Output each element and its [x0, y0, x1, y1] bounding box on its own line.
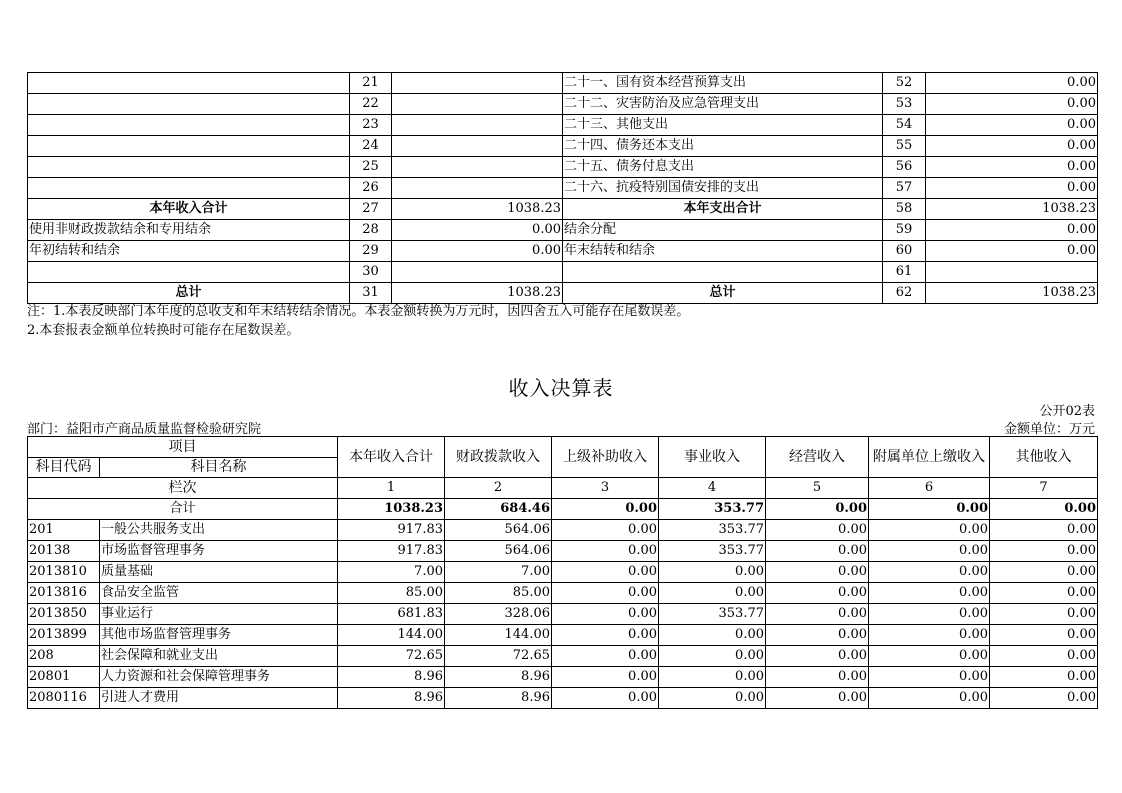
expenditure-item-label: 二十四、债务还本支出 [563, 136, 883, 157]
expenditure-line-number: 53 [883, 94, 926, 115]
expenditure-amount: 0.00 [926, 136, 1098, 157]
subject-code: 2080116 [28, 688, 100, 709]
table-row [28, 541, 1098, 562]
amount-cell: 0.00 [869, 520, 990, 541]
income-line-number: 28 [350, 220, 392, 241]
amount-cell: 0.00 [869, 541, 990, 562]
col-header-1: 本年收入合计 [338, 437, 445, 478]
amount-cell: 0.00 [659, 625, 766, 646]
amount-cell: 0.00 [990, 688, 1098, 709]
expenditure-amount: 1038.23 [926, 199, 1098, 220]
table-row [28, 688, 1098, 709]
subject-code: 2013850 [28, 604, 100, 625]
table-row [28, 262, 1098, 283]
item-header: 项目 [28, 437, 338, 458]
total-row-label: 合计 [28, 499, 338, 520]
table-row [28, 241, 1098, 262]
table-row [28, 73, 1098, 94]
col-header-3: 上级补助收入 [552, 437, 659, 478]
col-number-5: 5 [766, 478, 869, 499]
expenditure-amount: 0.00 [926, 178, 1098, 199]
income-item-label: 总计 [28, 283, 350, 304]
income-expenditure-summary-table [27, 72, 1098, 304]
expenditure-line-number: 59 [883, 220, 926, 241]
table-row [28, 94, 1098, 115]
expenditure-amount: 0.00 [926, 241, 1098, 262]
table-row [28, 157, 1098, 178]
subject-code: 2013816 [28, 583, 100, 604]
amount-cell: 0.00 [990, 520, 1098, 541]
income-line-number: 31 [350, 283, 392, 304]
total-value: 353.77 [659, 499, 766, 520]
amount-cell: 72.65 [338, 646, 445, 667]
amount-unit-label: 金额单位：万元 [1003, 422, 1095, 437]
income-line-number: 22 [350, 94, 392, 115]
expenditure-amount: 0.00 [926, 115, 1098, 136]
income-statement-table [27, 436, 1098, 709]
amount-cell: 85.00 [338, 583, 445, 604]
table-row [28, 562, 1098, 583]
expenditure-line-number: 62 [883, 283, 926, 304]
amount-cell: 0.00 [869, 667, 990, 688]
income-table-body [28, 520, 1098, 709]
table-row [28, 646, 1098, 667]
expenditure-item-label: 二十二、灾害防治及应急管理支出 [563, 94, 883, 115]
expenditure-item-label: 二十五、债务付息支出 [563, 157, 883, 178]
amount-cell: 0.00 [659, 688, 766, 709]
expenditure-item-label: 总计 [563, 283, 883, 304]
amount-cell: 564.06 [445, 541, 552, 562]
income-amount [392, 73, 563, 94]
expenditure-item-label: 二十六、抗疫特别国债安排的支出 [563, 178, 883, 199]
amount-cell: 0.00 [766, 667, 869, 688]
income-amount [392, 157, 563, 178]
expenditure-item-label: 年末结转和结余 [563, 241, 883, 262]
amount-cell: 0.00 [869, 688, 990, 709]
amount-cell: 0.00 [766, 688, 869, 709]
expenditure-item-label: 二十一、国有资本经营预算支出 [563, 73, 883, 94]
amount-cell: 0.00 [990, 646, 1098, 667]
note-line-1: 注：1.本表反映部门本年度的总收支和年末结转结余情况。本表金额转换为万元时，因四舍五入可能存在尾数误差。 [27, 304, 690, 319]
table-row [28, 604, 1098, 625]
amount-cell: 917.83 [338, 541, 445, 562]
col-header-4: 事业收入 [659, 437, 766, 478]
amount-cell: 0.00 [869, 562, 990, 583]
amount-cell: 0.00 [659, 667, 766, 688]
expenditure-amount: 0.00 [926, 157, 1098, 178]
table-row [28, 136, 1098, 157]
total-value: 0.00 [869, 499, 990, 520]
table-row [28, 199, 1098, 220]
department-label: 部门：益阳市产商品质量监督检验研究院 [27, 422, 262, 437]
expenditure-line-number: 56 [883, 157, 926, 178]
col-number-7: 7 [990, 478, 1098, 499]
expenditure-amount [926, 262, 1098, 283]
amount-cell: 0.00 [552, 604, 659, 625]
col-number-6: 6 [869, 478, 990, 499]
income-line-number: 23 [350, 115, 392, 136]
expenditure-line-number: 54 [883, 115, 926, 136]
income-item-label: 使用非财政拨款结余和专用结余 [28, 220, 350, 241]
code-header: 科目代码 [28, 458, 100, 478]
income-line-number: 21 [350, 73, 392, 94]
amount-cell: 0.00 [990, 562, 1098, 583]
amount-cell: 85.00 [445, 583, 552, 604]
subject-name: 人力资源和社会保障管理事务 [100, 667, 338, 688]
income-amount [392, 178, 563, 199]
amount-cell: 0.00 [766, 646, 869, 667]
table-row [28, 625, 1098, 646]
col-header-7: 其他收入 [990, 437, 1098, 478]
amount-cell: 7.00 [445, 562, 552, 583]
subject-code: 208 [28, 646, 100, 667]
subject-name: 食品安全监管 [100, 583, 338, 604]
income-amount [392, 115, 563, 136]
expenditure-item-label [563, 262, 883, 283]
subject-code: 20801 [28, 667, 100, 688]
expenditure-line-number: 61 [883, 262, 926, 283]
col-header-6: 附属单位上缴收入 [869, 437, 990, 478]
amount-cell: 0.00 [766, 604, 869, 625]
amount-cell: 144.00 [445, 625, 552, 646]
form-number: 公开02表 [1039, 404, 1095, 419]
income-line-number: 30 [350, 262, 392, 283]
amount-cell: 0.00 [869, 646, 990, 667]
amount-cell: 328.06 [445, 604, 552, 625]
amount-cell: 8.96 [338, 688, 445, 709]
table-row [28, 115, 1098, 136]
amount-cell: 0.00 [659, 583, 766, 604]
page-title: 收入决算表 [508, 376, 614, 400]
col-header-5: 经营收入 [766, 437, 869, 478]
expenditure-item-label: 二十三、其他支出 [563, 115, 883, 136]
amount-cell: 0.00 [766, 520, 869, 541]
expenditure-amount: 1038.23 [926, 283, 1098, 304]
subject-name: 引进人才费用 [100, 688, 338, 709]
total-value: 0.00 [990, 499, 1098, 520]
amount-cell: 681.83 [338, 604, 445, 625]
col-number-1: 1 [338, 478, 445, 499]
col-number-3: 3 [552, 478, 659, 499]
table-row [28, 667, 1098, 688]
amount-cell: 0.00 [766, 583, 869, 604]
amount-cell: 0.00 [990, 541, 1098, 562]
income-amount [392, 136, 563, 157]
income-line-number: 25 [350, 157, 392, 178]
expenditure-line-number: 57 [883, 178, 926, 199]
income-line-number: 29 [350, 241, 392, 262]
subject-name: 质量基础 [100, 562, 338, 583]
amount-cell: 0.00 [552, 688, 659, 709]
total-value: 0.00 [552, 499, 659, 520]
expenditure-line-number: 52 [883, 73, 926, 94]
amount-cell: 0.00 [552, 562, 659, 583]
amount-cell: 144.00 [338, 625, 445, 646]
amount-cell: 353.77 [659, 520, 766, 541]
amount-cell: 0.00 [552, 583, 659, 604]
subject-name: 社会保障和就业支出 [100, 646, 338, 667]
expenditure-line-number: 60 [883, 241, 926, 262]
amount-cell: 0.00 [552, 541, 659, 562]
expenditure-item-label: 本年支出合计 [563, 199, 883, 220]
expenditure-line-number: 55 [883, 136, 926, 157]
table-row [28, 583, 1098, 604]
income-item-label [28, 115, 350, 136]
total-value: 684.46 [445, 499, 552, 520]
amount-cell: 0.00 [990, 625, 1098, 646]
income-item-label: 年初结转和结余 [28, 241, 350, 262]
col-header-2: 财政拨款收入 [445, 437, 552, 478]
table-row [28, 520, 1098, 541]
amount-cell: 0.00 [990, 604, 1098, 625]
income-item-label [28, 73, 350, 94]
income-amount [392, 94, 563, 115]
total-value: 1038.23 [338, 499, 445, 520]
income-item-label [28, 262, 350, 283]
expenditure-amount: 0.00 [926, 73, 1098, 94]
amount-cell: 0.00 [990, 583, 1098, 604]
column-number-label: 栏次 [28, 478, 338, 499]
amount-cell: 0.00 [766, 625, 869, 646]
amount-cell: 8.96 [445, 688, 552, 709]
amount-cell: 72.65 [445, 646, 552, 667]
income-item-label [28, 157, 350, 178]
income-line-number: 24 [350, 136, 392, 157]
income-item-label [28, 178, 350, 199]
income-line-number: 27 [350, 199, 392, 220]
name-header: 科目名称 [100, 458, 338, 478]
amount-cell: 0.00 [990, 667, 1098, 688]
expenditure-amount: 0.00 [926, 220, 1098, 241]
amount-cell: 0.00 [766, 562, 869, 583]
income-table-header [28, 437, 1098, 520]
amount-cell: 0.00 [869, 583, 990, 604]
amount-cell: 564.06 [445, 520, 552, 541]
amount-cell: 8.96 [338, 667, 445, 688]
subject-code: 201 [28, 520, 100, 541]
subject-code: 20138 [28, 541, 100, 562]
amount-cell: 353.77 [659, 541, 766, 562]
table-notes [27, 302, 689, 340]
income-line-number: 26 [350, 178, 392, 199]
income-amount [392, 262, 563, 283]
income-amount: 0.00 [392, 220, 563, 241]
table-row [28, 178, 1098, 199]
summary-table-body [28, 73, 1098, 304]
amount-cell: 0.00 [659, 646, 766, 667]
amount-cell: 0.00 [869, 604, 990, 625]
income-item-label: 本年收入合计 [28, 199, 350, 220]
income-item-label [28, 94, 350, 115]
amount-cell: 0.00 [659, 562, 766, 583]
note-line-2: 2.本套报表金额单位转换时可能存在尾数误差。 [27, 323, 300, 338]
subject-name: 市场监督管理事务 [100, 541, 338, 562]
amount-cell: 0.00 [869, 625, 990, 646]
amount-cell: 7.00 [338, 562, 445, 583]
amount-cell: 0.00 [552, 520, 659, 541]
amount-cell: 0.00 [552, 646, 659, 667]
table-row [28, 283, 1098, 304]
expenditure-amount: 0.00 [926, 94, 1098, 115]
subject-name: 其他市场监督管理事务 [100, 625, 338, 646]
table-row [28, 220, 1098, 241]
income-amount: 1038.23 [392, 199, 563, 220]
expenditure-item-label: 结余分配 [563, 220, 883, 241]
expenditure-line-number: 58 [883, 199, 926, 220]
income-item-label [28, 136, 350, 157]
col-number-2: 2 [445, 478, 552, 499]
col-number-4: 4 [659, 478, 766, 499]
subject-code: 2013899 [28, 625, 100, 646]
subject-name: 事业运行 [100, 604, 338, 625]
amount-cell: 0.00 [766, 541, 869, 562]
amount-cell: 8.96 [445, 667, 552, 688]
income-amount: 0.00 [392, 241, 563, 262]
subject-name: 一般公共服务支出 [100, 520, 338, 541]
amount-cell: 353.77 [659, 604, 766, 625]
total-value: 0.00 [766, 499, 869, 520]
amount-cell: 0.00 [552, 667, 659, 688]
income-amount: 1038.23 [392, 283, 563, 304]
subject-code: 2013810 [28, 562, 100, 583]
amount-cell: 917.83 [338, 520, 445, 541]
amount-cell: 0.00 [552, 625, 659, 646]
